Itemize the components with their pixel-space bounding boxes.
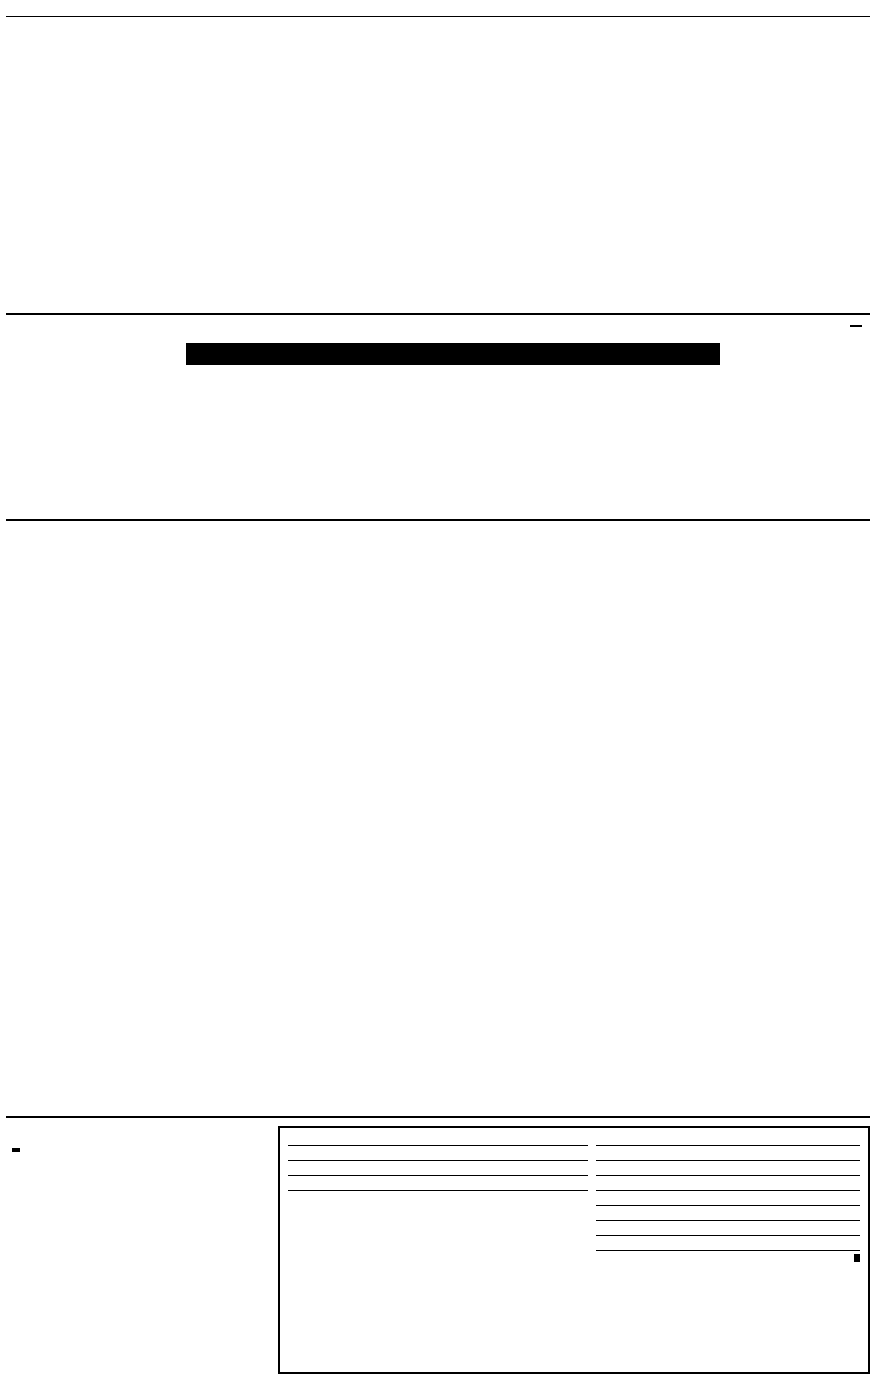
address-field[interactable] xyxy=(288,1146,588,1161)
bottom-section xyxy=(6,1126,870,1374)
banner-bar xyxy=(186,343,720,365)
phone-box xyxy=(850,325,862,327)
small-logo-tagline xyxy=(12,1148,20,1152)
happy-endings-panel xyxy=(6,1126,278,1374)
small-logo xyxy=(12,1140,272,1160)
ad-copy-lines[interactable] xyxy=(596,1145,860,1251)
city-state-zip-field[interactable] xyxy=(288,1161,588,1176)
cost-per-minute xyxy=(850,325,862,327)
page-header xyxy=(6,3,870,17)
instruction-steps xyxy=(6,385,870,515)
corner-label xyxy=(854,1254,860,1262)
personal-scene-banner xyxy=(6,325,870,381)
phone-field[interactable] xyxy=(288,1176,588,1191)
personal-ads-section xyxy=(6,531,870,1118)
legal-disclaimer xyxy=(6,515,870,521)
classified-section xyxy=(6,17,870,315)
coupon-form xyxy=(278,1126,870,1374)
name-field[interactable] xyxy=(288,1131,588,1146)
